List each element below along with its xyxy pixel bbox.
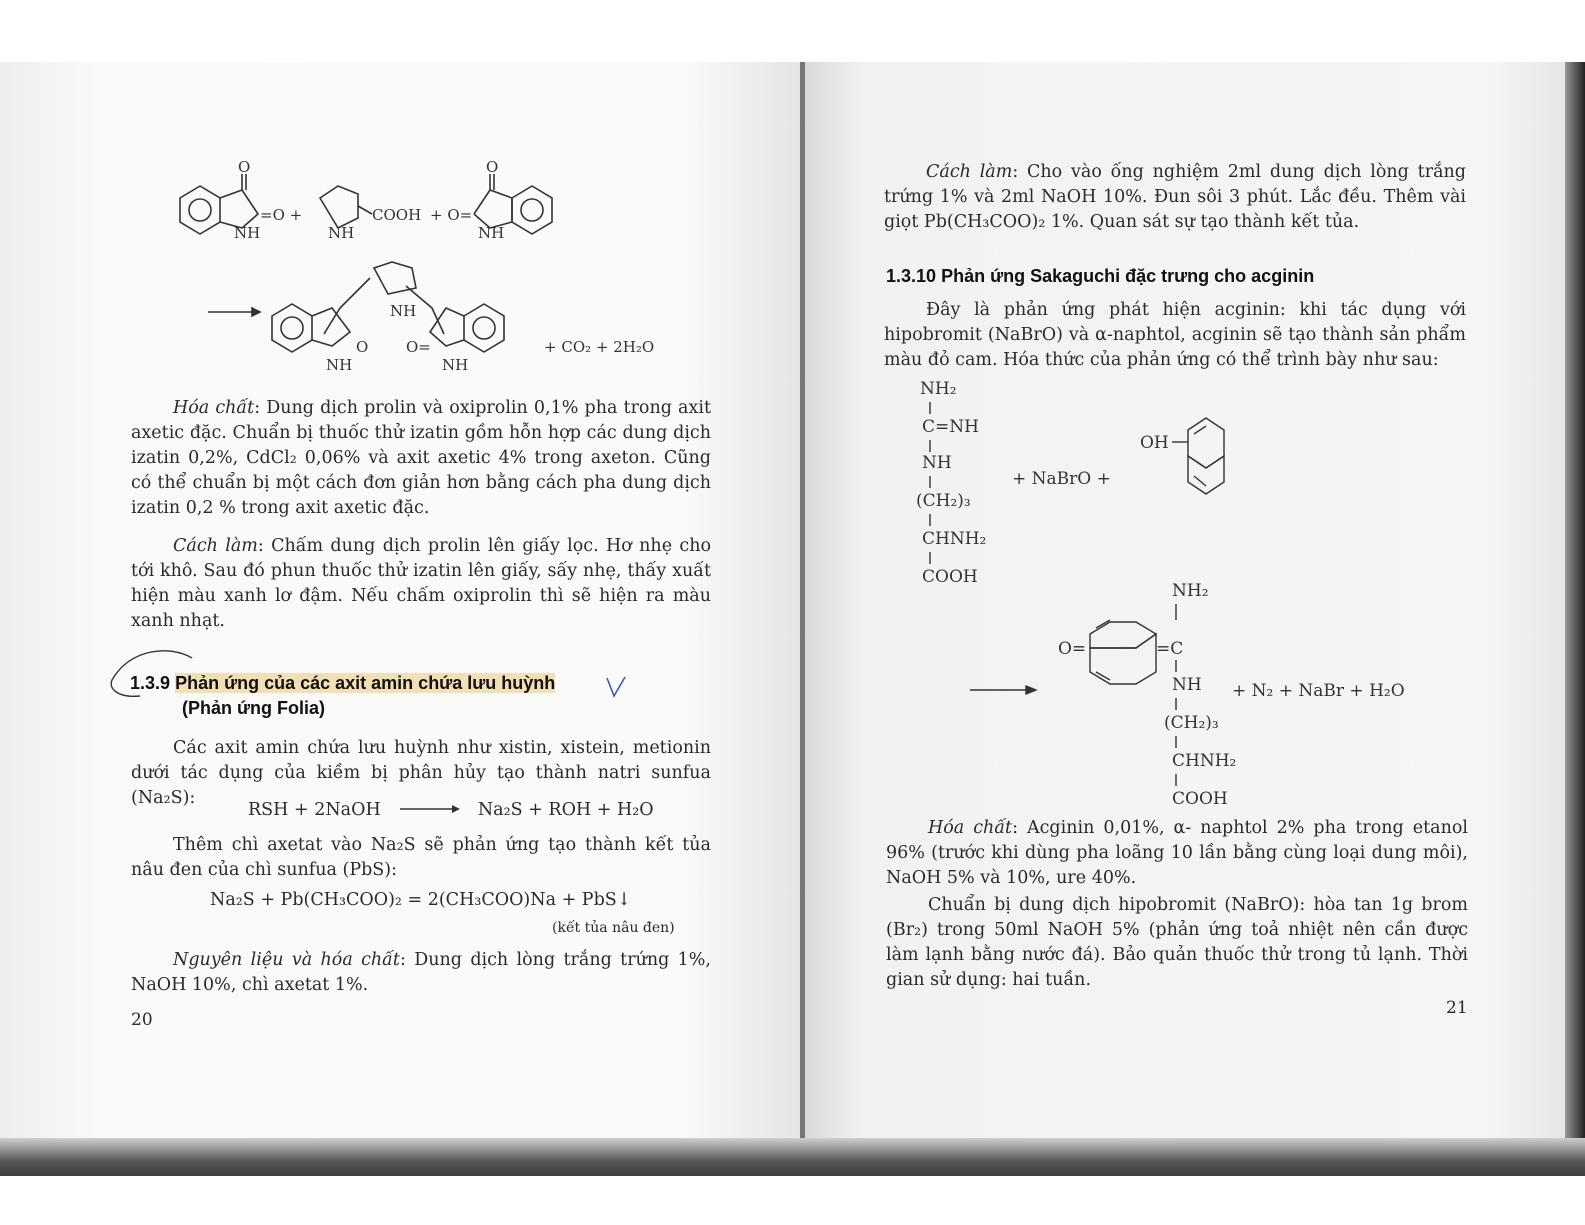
section-heading-1-3-10	[886, 266, 1314, 287]
oh-label: OH	[1140, 433, 1169, 453]
book-spine	[800, 62, 805, 1142]
naphthoquinone-imine-structure	[1058, 581, 1236, 809]
product-o-label: O=	[1058, 639, 1087, 659]
page-edge-shadow	[1565, 62, 1585, 1172]
benzene-ring	[272, 304, 312, 352]
chain-atom: C=NH	[922, 417, 979, 437]
nh-label: NH	[478, 224, 505, 242]
materials-text: : Dung dịch lòng trắng trứng 1%, NaOH 10%, chì axetat 1%.	[131, 950, 711, 995]
chain-atom: CHNH₂	[922, 529, 987, 549]
section-title-highlighted: Phản ứng của các axit amin chứa lưu huỳnh	[175, 673, 556, 693]
eq-o-plus-label: =O +	[260, 206, 303, 224]
scan-margin-bottom	[0, 1176, 1585, 1225]
scan-bottom-shadow	[0, 1138, 1585, 1178]
product-chain-atom: =C	[1156, 639, 1184, 659]
chemicals-label: Hóa chất	[173, 398, 255, 418]
method-label: Cách làm	[926, 162, 1013, 182]
equation-lead-sulfide: Na₂S + Pb(CH₃COO)₂ = 2(CH₃COO)Na + PbS↓	[210, 890, 632, 910]
arginine-structure	[916, 379, 986, 587]
nh-label: NH	[390, 302, 417, 320]
equation-note: (kết tủa nâu đen)	[552, 920, 675, 936]
section-title: Phản ứng Sakaguchi đặc trưng cho acginin	[941, 266, 1315, 286]
pyrrolidine-ring	[320, 186, 358, 228]
right-hypobromite-paragraph: Chuẩn bị dung dịch hipobromit (NaBrO): hòa tan 1g brom (Br₂) trong 50ml NaOH 5% (phản ứng toả nhiệt nên cần được làm lạnh bằng nước đá). Bảo quản thuốc thử trong tủ lạnh. Thời gian sử dụng: hai tuần.	[886, 895, 1468, 990]
chemicals-text: : Acginin 0,01%, α- naphtol 2% pha trong etanol 96% (trước khi dùng pha loãng 10 lần bằng cùng loại dung môi), NaOH 5% và 10%, ure 40%.	[886, 818, 1468, 888]
alpha-naphthol-structure	[1140, 418, 1224, 494]
oxo-label: O	[238, 158, 251, 176]
chemicals-text: : Dung dịch prolin và oxiprolin 0,1% pha trong axit axetic đặc. Chuẩn bị thuốc thử izatin gồm hỗn hợp các dung dịch izatin 0,2%, CdCl₂ 0,06% và axit axetic 4% trong axeton. Cũng có thể chuẩn bị một cách đơn giản hơn bằng cách pha dung dịch izatin 0,2 % trong axit axetic đặc.	[131, 398, 711, 518]
scan-margin-top	[0, 0, 1585, 62]
method-label: Cách làm	[173, 536, 258, 556]
oxo-label: O	[356, 338, 369, 356]
section-heading-1-3-9	[130, 673, 555, 694]
product-chain-atom: (CH₂)₃	[1164, 713, 1219, 733]
chain-atom: COOH	[922, 567, 978, 587]
plus-nabro-label: + NaBrO +	[1012, 469, 1111, 489]
section-number: 1.3.10	[886, 266, 937, 286]
section-number: 1.3.9	[130, 673, 171, 693]
materials-label: Nguyên liệu và hóa chất	[173, 950, 400, 970]
equation-left: RSH + 2NaOH	[248, 800, 381, 820]
left-lead-paragraph: Thêm chì axetat vào Na₂S sẽ phản ứng tạo thành kết tủa nâu đen của chì sunfua (PbS):	[131, 835, 711, 880]
chemicals-label: Hóa chất	[928, 818, 1013, 838]
byproducts-label: + N₂ + NaBr + H₂O	[1232, 681, 1405, 701]
method-text: : Chấm dung dịch prolin lên giấy lọc. Hơ nhẹ cho tới khô. Sau đó phun thuốc thử izatin lên giấy, sấy nhẹ, thấy xuất hiện màu xanh lơ đậm. Nếu chấm oxiprolin thì sẽ hiện ra màu xanh nhạt.	[131, 536, 711, 631]
product-chain-atom: NH	[1172, 675, 1202, 695]
products-label: + CO₂ + 2H₂O	[544, 338, 655, 356]
product-chain-atom: NH₂	[1172, 581, 1209, 601]
product-chain-atom: CHNH₂	[1172, 751, 1237, 771]
equation-rsh	[248, 800, 654, 820]
page-number-right: 21	[1446, 998, 1468, 1018]
benzene-ring	[464, 304, 504, 352]
nh-label: NH	[328, 224, 355, 242]
method-text: : Cho vào ống nghiệm 2ml dung dịch lòng trắng trứng 1% và 2ml NaOH 10%. Đun sôi 3 phút. Lắc đều. Thêm vài giọt Pb(CH₃COO)₂ 1%. Quan sát sự tạo thành kết tủa.	[884, 162, 1466, 232]
benzene-ring	[512, 186, 552, 234]
chain-atom: NH₂	[920, 379, 957, 399]
section-subtitle: (Phản ứng Folia)	[182, 698, 326, 718]
left-sulfur-paragraph: Các axit amin chứa lưu huỳnh như xistin, xistein, metionin dưới tác dụng của kiềm bị phân hủy tạo thành natri sunfua (Na₂S):	[131, 738, 711, 808]
oxo-label: O	[486, 158, 499, 176]
equation-right: Na₂S + ROH + H₂O	[477, 800, 654, 820]
equation-arrow	[398, 803, 460, 815]
nh-label: NH	[326, 356, 353, 374]
nh-label: NH	[234, 224, 261, 242]
chain-atom: (CH₂)₃	[916, 491, 971, 511]
left-method-paragraph	[131, 534, 711, 634]
product-chain-atom: COOH	[1172, 789, 1228, 809]
plus-o-label: + O=	[430, 206, 473, 224]
cooh-label: COOH	[372, 206, 422, 224]
pen-check-mark	[604, 674, 628, 700]
right-chemicals-paragraph	[886, 816, 1468, 891]
right-method-paragraph	[884, 160, 1466, 235]
left-chemicals-paragraph	[131, 396, 711, 521]
benzene-ring	[180, 186, 220, 234]
oxo-label: O=	[406, 338, 431, 356]
proline-isatin-reaction-diagram	[160, 158, 680, 380]
right-sakaguchi-paragraph: Đây là phản ứng phát hiện acginin: khi tác dụng với hipobromit (NaBrO) và α-naphtol, acginin sẽ tạo thành sản phẩm màu đỏ cam. Hóa thức của phản ứng có thể trình bày như sau:	[884, 300, 1466, 370]
left-materials-paragraph	[131, 948, 711, 998]
nh-label: NH	[442, 356, 469, 374]
sakaguchi-reaction-diagram	[910, 372, 1460, 812]
page-number-left: 20	[131, 1010, 153, 1030]
chain-atom: NH	[922, 453, 952, 473]
